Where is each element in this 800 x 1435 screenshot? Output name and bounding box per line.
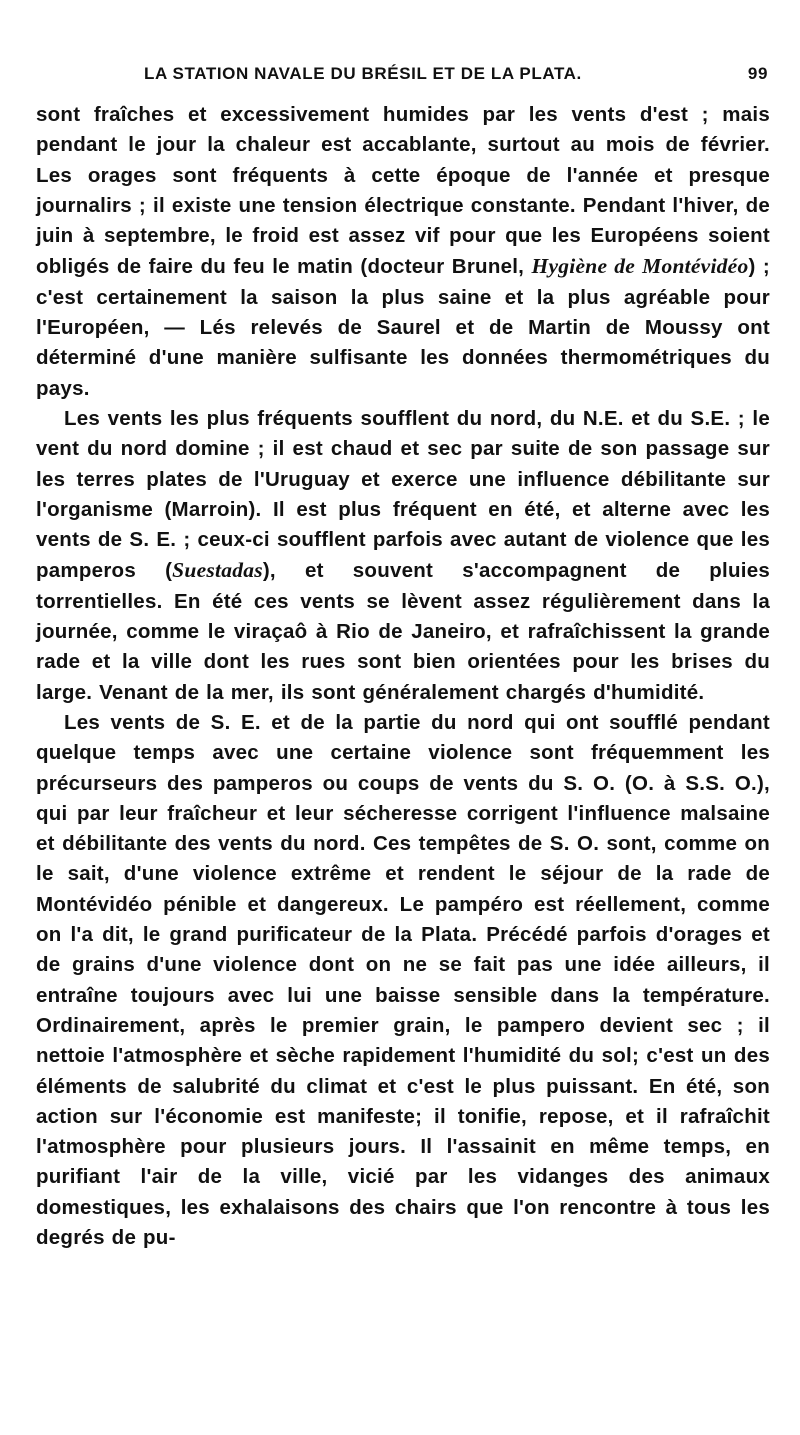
text-segment: Les vents de S. E. et de la partie du nord qui ont soufflé pendant quelque temps avec une certaine violence sont fréquemment les précurseurs des pamperos ou coups de vents du S. O. (O. à S.S. O.), qui par leur fraîcheur et leur sécheresse corrigent l'influence malsaine et débilitante des vents du nord. Ces tempêtes de S. O. sont, comme on le sait, d'une violence extrême et rendent le séjour de la rade de Montévidéo pénible et dangereux. Le pampéro est réellement, comme on l'a dit, le grand purificateur de la Plata. Précédé parfois d'orages et de grains d'une violence dont on ne se fait pas une idée ailleurs, il entraîne toujours avec lui une baisse sensible dans la température. Ordinairement, après le premier grain, le pampero devient sec ; il nettoie l'atmosphère et sèche rapidement l'humidité du sol; c'est un des éléments de salubrité du climat et c'est le plus puissant. En été, son action sur l'économie est manifeste; il tonifie, repose, et il rafraîchit l'atmosphère pour plusieurs jours. Il l'assainit en même temps, en purifiant l'air de la ville, vicié par les vidanges des animaux domestiques, les exhalaisons des chairs que l'on rencontre à tous les degrés de pu- [36,710,770,1249]
running-head [36,64,770,90]
paragraph-2 [36,404,770,708]
italic-term-segment: Suestadas [172,558,263,583]
italic-title-segment: Hygiène de Montévidéo [531,254,749,279]
paragraph-3 [36,708,770,1253]
running-title: LA STATION NAVALE DU BRÉSIL ET DE LA PLATA. [144,64,582,83]
body-text [36,100,770,1253]
text-segment: ), et souvent s'accompagnent de pluies torrentielles. En été ces vents se lèvent assez régulièrement dans la journée, comme le viraçaô à Rio de Janeiro, et rafraîchissent la grande rade et la ville dont les rues sont bien orientées pour les brises du large. Venant de la mer, ils sont généralement chargés d'humidité. [36,559,771,704]
text-segment: sont fraîches et excessivement humides par les vents d'est ; mais pendant le jour la chaleur est accablante, surtout au mois de février. Les orages sont fréquents à cette époque de l'année et presque journalirs ; il existe une tension électrique constante. Pendant l'hiver, de juin à septembre, le froid est assez vif pour que les Européens soient obligés de faire du feu le matin (docteur Brunel, [36,103,770,279]
text-segment: Les vents les plus fréquents soufflent du nord, du N.E. et du S.E. ; le vent du nord domine ; il est chaud et sec par suite de son passage sur les terres plates de l'Uruguay et exerce une influence débilitante sur l'organisme (Marroin). Il est plus fréquent en été, et alterne avec les vents de S. E. ; ceux-ci soufflent parfois avec autant de violence que les pamperos ( [36,406,770,583]
paragraph-1 [36,100,770,404]
page-number: 99 [747,64,768,83]
text-segment: ) ; c'est certainement la saison la plus saine et la plus agréable pour l'Européen, — Lés relevés de Saurel et de Martin de Moussy ont déterminé d'une manière sulfisante les données thermométriques du pays. [36,255,770,400]
book-page [36,64,770,1253]
